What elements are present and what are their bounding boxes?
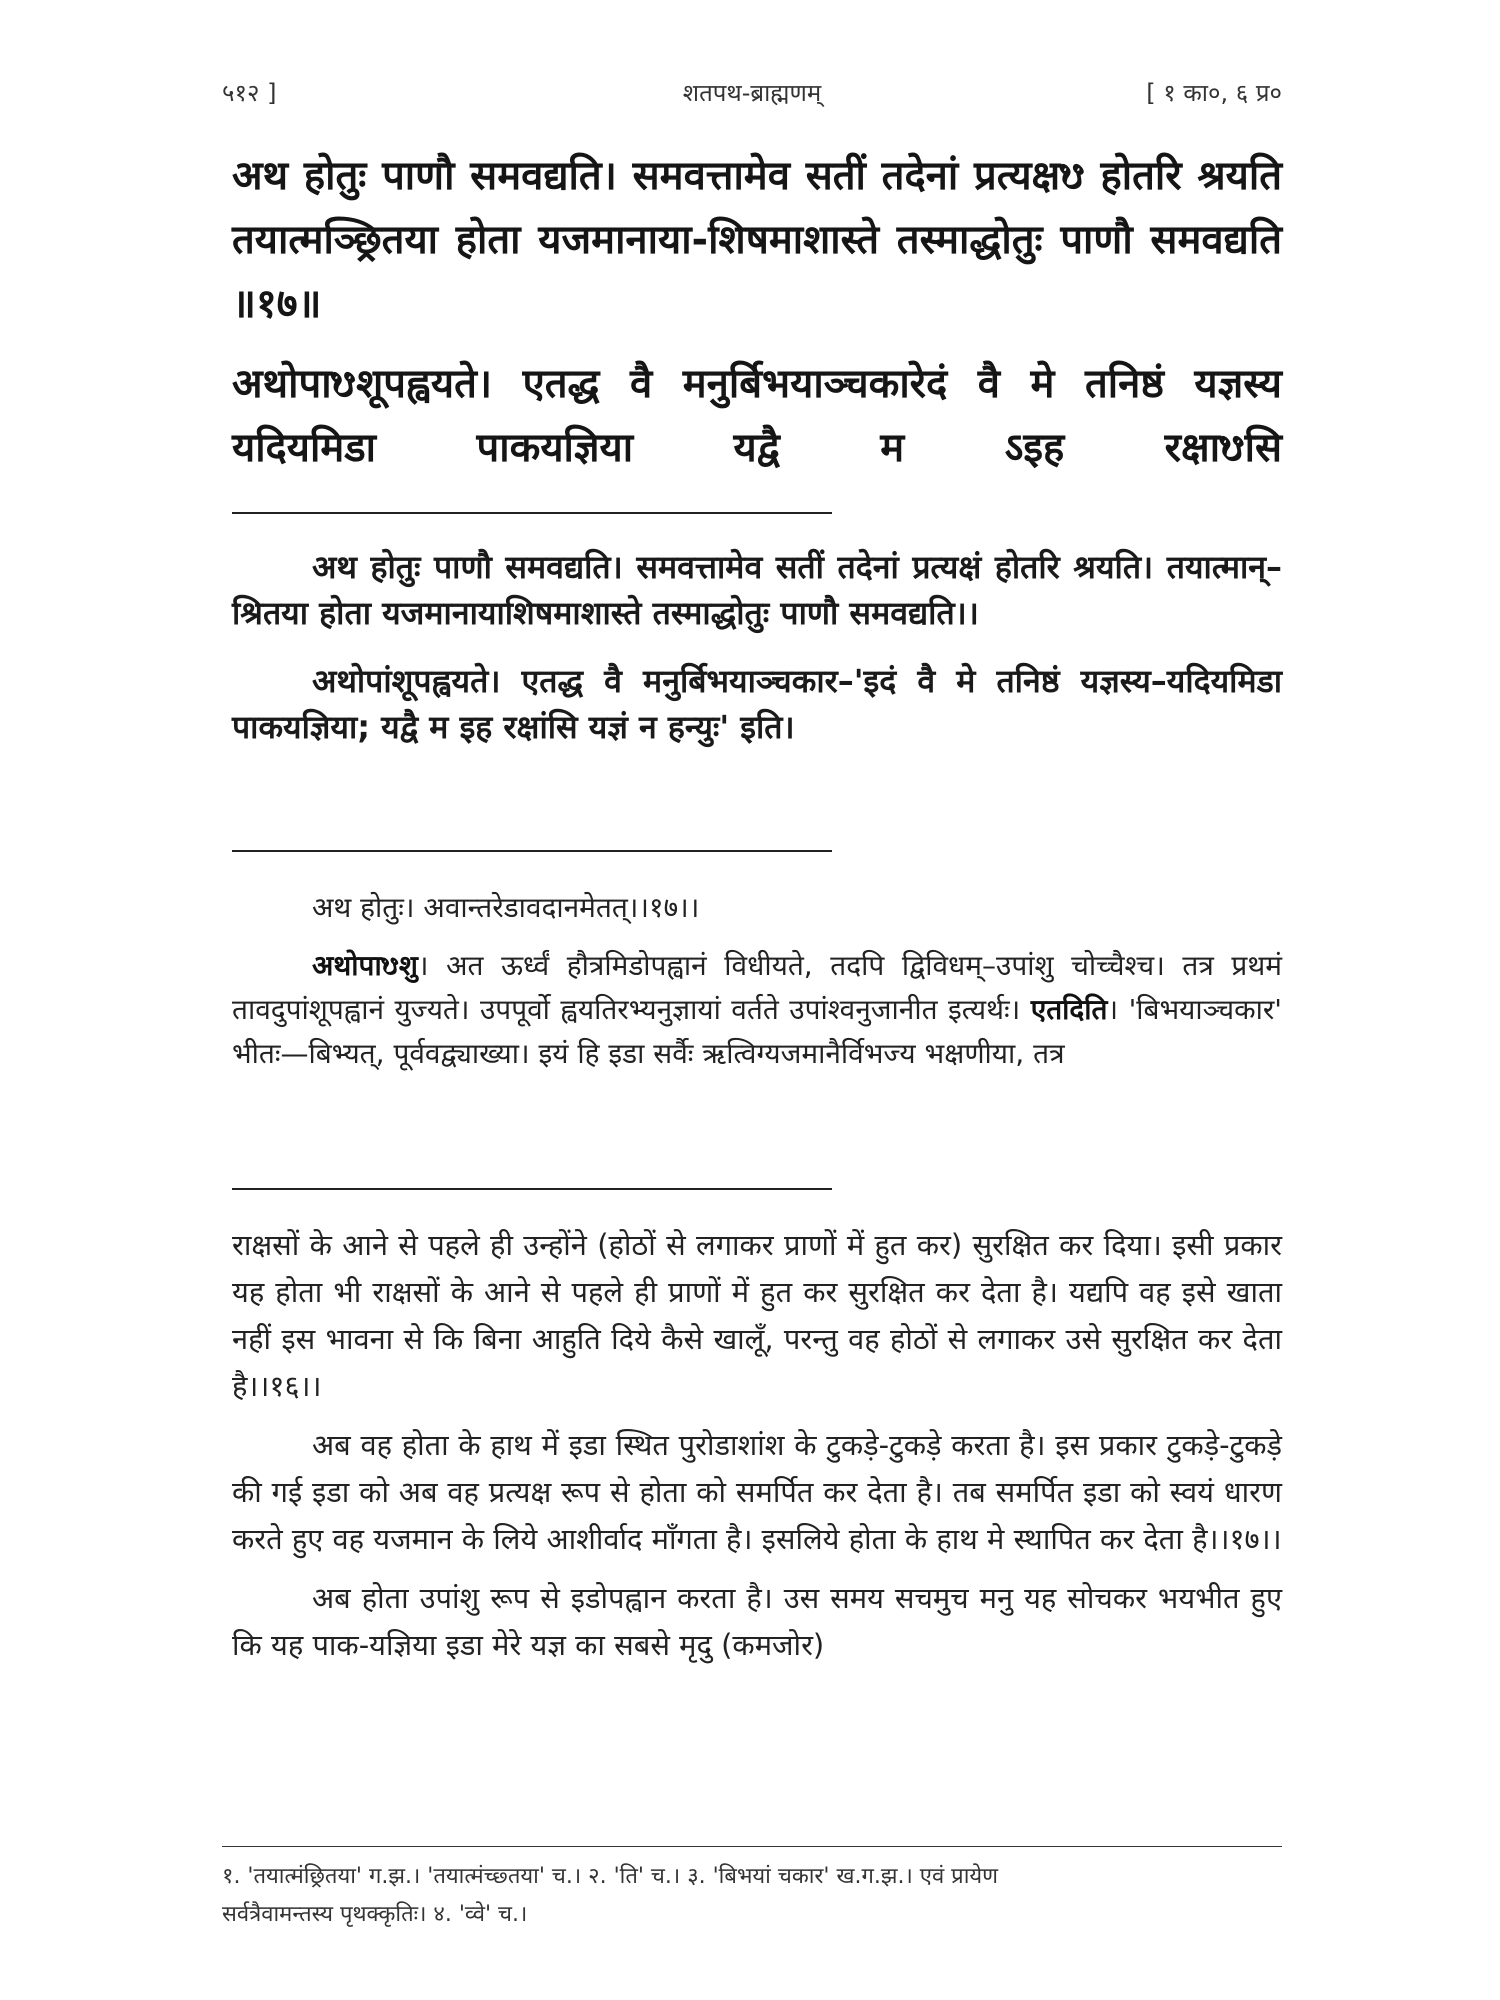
page-number: ५१२ ]	[222, 79, 277, 107]
section-divider	[232, 850, 832, 852]
commentary-lemma: एतदिति	[1030, 993, 1108, 1026]
commentary-paragraph-2	[232, 944, 1282, 1076]
section-divider	[232, 512, 832, 514]
translation-paragraph-2: अब वह होता के हाथ में इडा स्थित पुरोडाशांश के टुकड़े-टुकड़े करता है। इस प्रकार टुकड़े-टुकड़े की गई इडा को अब वह प्रत्यक्ष रूप से होता को समर्पित कर देता है। तब समर्पित इडा को स्वयं धारण करते हुए वह यजमान के लिये आशीर्वाद माँगता है। इसलिये होता के हाथ मे स्थापित कर देता है।।१७।।	[232, 1428, 1282, 1556]
hindi-translation-block	[232, 1222, 1282, 1681]
mantra-verse-17: अथ होतुः पाणौ समवद्यति। समवत्तामेव सतीं तदेनां प्रत्यक्षᳪ होतरि श्रयति तयात्मञ्छ्रितया होता यजमानाया-शिषमाशास्ते तस्माद्धोतुः पाणौ समवद्यति ॥१७॥	[232, 153, 1282, 327]
footnote-divider	[222, 1846, 1282, 1847]
padapatha-paragraph-2: अथोपांशूपह्वयते। एतद्ध वै मनुर्बिभयाञ्चकार–'इदं वै मे तनिष्ठं यज्ञस्य–यदियमिडा पाकयज्ञिया; यद्वै म इह रक्षांसि यज्ञं न हन्युः' इति।	[232, 662, 1282, 746]
commentary-paragraph-1: अथ होतुः। अवान्तरेडावदानमेतत्।।१७।।	[312, 891, 700, 924]
translation-paragraph-1: राक्षसों के आने से पहले ही उन्होंने (होठों से लगाकर प्राणों में हुत कर) सुरक्षित कर दिया। इसी प्रकार यह होता भी राक्षसों के आने से पहले ही प्राणों में हुत कर सुरक्षित कर देता है। यद्यपि वह इसे खाता नहीं इस भावना से कि बिना आहुति दिये कैसे खालूँ, परन्तु वह होठों से लगाकर उसे सुरक्षित कर देता है।।१६।।	[232, 1228, 1282, 1403]
commentary-text: । 'बिभयाञ्चकार' भीतः—बिभ्यत्, पूर्ववद्व्याख्या। इयं हि इडा सर्वैः ऋत्विग्यजमानैर्विभज्य भक्षणीया, तत्र	[232, 993, 1283, 1070]
translation-paragraph-3: अब होता उपांशु रूप से इडोपह्वान करता है। उस समय सचमुच मनु यह सोचकर भयभीत हुए कि यह पाक-यज्ञिया इडा मेरे यज्ञ का सबसे मृदु (कमजोर)	[232, 1581, 1282, 1662]
footnotes	[222, 1858, 1282, 1934]
commentary-text: । अत ऊर्ध्वं हौत्रमिडोपह्वानं विधीयते, तदपि द्विविधम्–उपांशु चोच्चैश्च। तत्र प्रथमं तावदुपांशूपह्वानं युज्यते। उपपूर्वो ह्वयतिरभ्यनुज्ञायां वर्तते उपांश्वनुजानीत इत्यर्थः।	[232, 949, 1282, 1026]
commentary-block	[232, 886, 1282, 1076]
mantra-verse-18: अथोपाᳪशूपह्वयते। एतद्ध वै मनुर्बिभयाञ्चकारेदं वै मे तनिष्ठं यज्ञस्य यदियमिडा पाकयज्ञिया यद्वै म ऽइह रक्षाᳪसि	[232, 361, 1282, 471]
section-reference: [ १ का०, ६ प्र०	[1146, 79, 1282, 107]
book-title: शतपथ-ब्राह्मणम्	[682, 79, 822, 107]
section-divider	[232, 1188, 832, 1190]
footnote-line: १. 'तयात्मंछ्रितया' ग.झ.। 'तयात्मंच्छ्तया' च.। २. 'ति' च.। ३. 'बिभयां चकार' ख.ग.झ.। एवं प्रायेण	[222, 1864, 999, 1889]
padapatha-paragraph-1: अथ होतुः पाणौ समवद्यति। समवत्तामेव सतीं तदेनां प्रत्यक्षं होतरि श्रयति। तयात्मान्–श्रितया होता यजमानायाशिषमाशास्ते तस्माद्धोतुः पाणौ समवद्यति।।	[232, 548, 1282, 632]
footnote-line: सर्वत्रैवामन्तस्य पृथक्कृतिः। ४. 'व्वे' च.।	[222, 1902, 528, 1927]
mantra-block	[232, 144, 1282, 480]
commentary-lemma: अथोपाᳪशु	[312, 949, 418, 982]
running-header	[222, 76, 1282, 116]
padapatha-block	[232, 544, 1282, 750]
